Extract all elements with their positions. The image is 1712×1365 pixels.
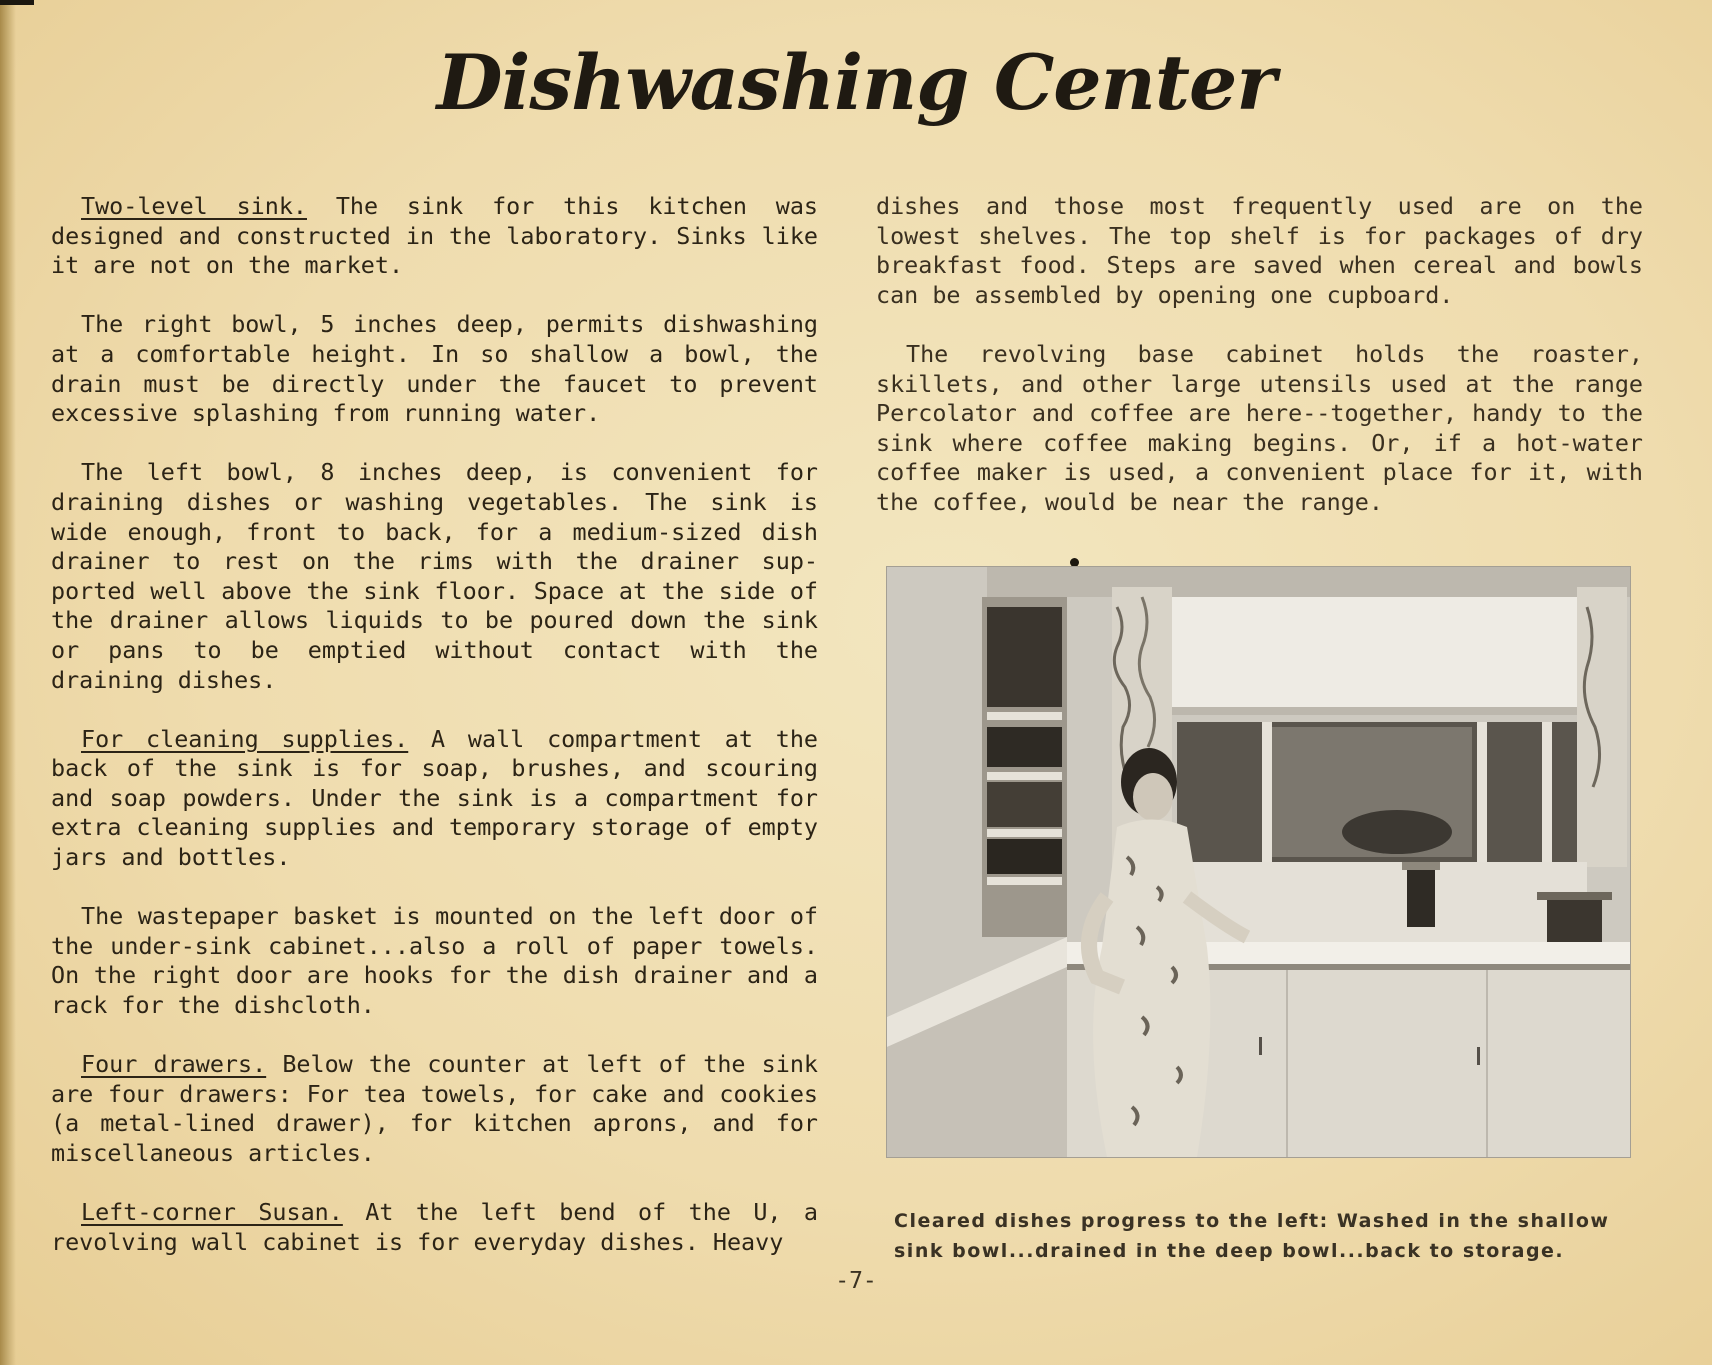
paragraph-heading: Four drawers.	[81, 1050, 267, 1079]
paragraph-heading: For cleaning supplies.	[81, 724, 409, 753]
paragraph-text: The revolving base cabinet holds the roaster, skillets, and other large utensils used at the range Percolator and coffee are here--together, handy to the sink where coffee making begins. Or, if a hot-water coffee maker is used, a convenient place for it, with the coffee, would be near the range.	[876, 339, 1643, 516]
paragraph-wastepaper-basket	[51, 902, 818, 1020]
woman-at-sink-illustration	[887, 567, 1630, 1157]
paragraph-text: A wall compartment at the back of the sink is for soap, brushes, and scouring and soap powders. Under the sink is a compartment for extra cleaning supplies and temporary storage of empty jars and bottles.	[51, 724, 818, 872]
page-binding-edge	[0, 0, 16, 1365]
paragraph-right-bowl	[51, 310, 818, 428]
scan-corner-mark	[0, 0, 34, 5]
left-column	[51, 192, 818, 1287]
paragraph-left-corner-susan	[51, 1198, 818, 1257]
paragraph-cleaning-supplies	[51, 725, 818, 873]
paragraph-text: The left bowl, 8 inches deep, is convenient for draining dishes or washing vegetables. The sink is wide enough, front to back, for a medium-sized dish drainer to rest on the rims with the drainer sup-ported well above the sink floor. Space at the side of the drainer allows liquids to be poured down the sink or pans to be emptied without contact with the draining dishes.	[51, 458, 818, 694]
paragraph-text: The wastepaper basket is mounted on the left door of the under-sink cabinet...also a roll of paper towels. On the right door are hooks for the dish drainer and a rack for the dishcloth.	[51, 902, 818, 1020]
paragraph-text: At the left bend of the U, a revolving wall cabinet is for everyday dishes. Heavy	[51, 1198, 819, 1256]
paragraph-heavy-dishes-continued	[876, 192, 1643, 310]
paragraph-text: The sink for this kitchen was designed and constructed in the laboratory. Sinks like it are not on the market.	[51, 192, 818, 280]
photo-caption: Cleared dishes progress to the left: Washed in the shallow sink bowl...drained in the deep bowl...back to storage.	[894, 1210, 1610, 1262]
paragraph-heading: Two-level sink.	[81, 192, 307, 220]
paragraph-text: The right bowl, 5 inches deep, permits dishwashing at a comfortable height. In so shallow a bowl, the drain must be directly under the faucet to prevent excessive splashing from running water.	[51, 310, 818, 428]
paragraph-four-drawers	[51, 1050, 818, 1168]
paragraph-two-level-sink	[51, 192, 818, 281]
right-column	[876, 192, 1643, 547]
paragraph-heading: Left-corner Susan.	[81, 1198, 343, 1227]
paragraph-text: dishes and those most frequently used are on the lowest shelves. The top shelf is for packages of dry breakfast food. Steps are saved when cereal and bowls can be assembled by opening one cupboard.	[876, 192, 1643, 309]
paragraph-text: Below the counter at left of the sink are four drawers: For tea towels, for cake and cookies (a metal-lined drawer), for kitchen aprons, and for miscellaneous articles.	[51, 1050, 818, 1167]
kitchen-photo	[886, 566, 1631, 1158]
paragraph-left-bowl	[51, 458, 818, 695]
page-number: -7-	[835, 1268, 877, 1294]
page-title: Dishwashing Center	[436, 38, 1276, 127]
paragraph-revolving-base-cabinet	[876, 340, 1643, 518]
